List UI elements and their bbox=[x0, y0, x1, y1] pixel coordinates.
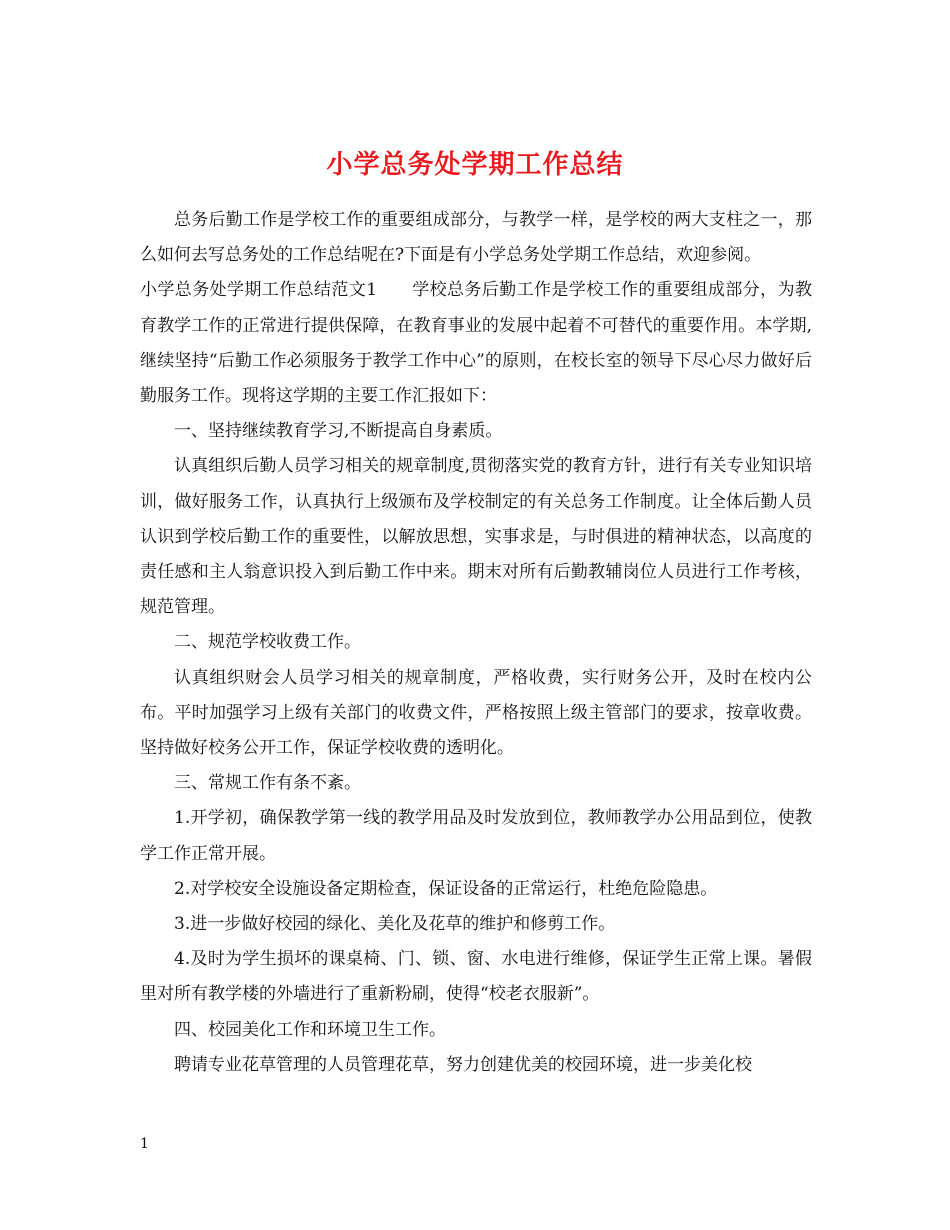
section-heading-4: 四、校园美化工作和环境卫生工作。 bbox=[174, 1019, 446, 1040]
section-heading-3: 三、常规工作有条不紊。 bbox=[174, 773, 361, 794]
paragraph: 认真组织财会人员学习相关的规章制度，严格收费，实行财务公开，及时在校内公布。平时加强学习上级有关部门的收费文件，严格按照上级主管部门的要求，按章收费。坚持做好校务公开工作，保证学校收费的透明化。 bbox=[140, 667, 812, 759]
section-heading-1: 一、坚持继续教育学习,不断提高自身素质。 bbox=[174, 421, 503, 442]
document-body bbox=[140, 203, 812, 1083]
list-item: 1.开学初，确保教学第一线的教学用品及时发放到位，教师教学办公用品到位，使教学工作正常开展。 bbox=[140, 808, 812, 864]
list-item: 3.进一步做好校园的绿化、美化及花草的维护和修剪工作。 bbox=[174, 914, 616, 935]
page-number: 1 bbox=[140, 1136, 149, 1152]
paragraph: 聘请专业花草管理的人员管理花草，努力创建优美的校园环境，进一步美化校 bbox=[174, 1054, 752, 1075]
section-heading-2: 二、规范学校收费工作。 bbox=[174, 632, 361, 653]
paragraph-intro: 总务后勤工作是学校工作的重要组成部分，与教学一样，是学校的两大支柱之一，那么如何去写总务处的工作总结呢在?下面是有小学总务处学期工作总结，欢迎参阅。 bbox=[140, 210, 812, 266]
paragraph: 认真组织后勤人员学习相关的规章制度,贯彻落实党的教育方针，进行有关专业知识培训，做好服务工作，认真执行上级颁布及学校制定的有关总务工作制度。让全体后勤人员认识到学校后勤工作的重要性，以解放思想，实事求是，与时俱进的精神状态，以高度的责任感和主人翁意识投入到后勤工作中来。期末对所有后勤教辅岗位人员进行工作考核，规范管理。 bbox=[140, 456, 812, 618]
paragraph-sample-1: 小学总务处学期工作总结范文1 学校总务后勤工作是学校工作的重要组成部分，为教育教学工作的正常进行提供保障，在教育事业的发展中起着不可替代的重要作用。本学期,继续坚持“后勤工作必须服务于教学工作中心”的原则，在校长室的领导下尽心尽力做好后勤服务工作。现将这学期的主要工作汇报如下： bbox=[140, 280, 812, 407]
document-title: 小学总务处学期工作总结 bbox=[326, 150, 624, 181]
list-item: 2.对学校安全设施设备定期检查，保证设备的正常运行，杜绝危险隐患。 bbox=[174, 878, 718, 899]
list-item: 4.及时为学生损坏的课桌椅、门、锁、窗、水电进行维修，保证学生正常上课。暑假里对所有教学楼的外墙进行了重新粉刷，使得“校老衣服新”。 bbox=[140, 949, 812, 1005]
